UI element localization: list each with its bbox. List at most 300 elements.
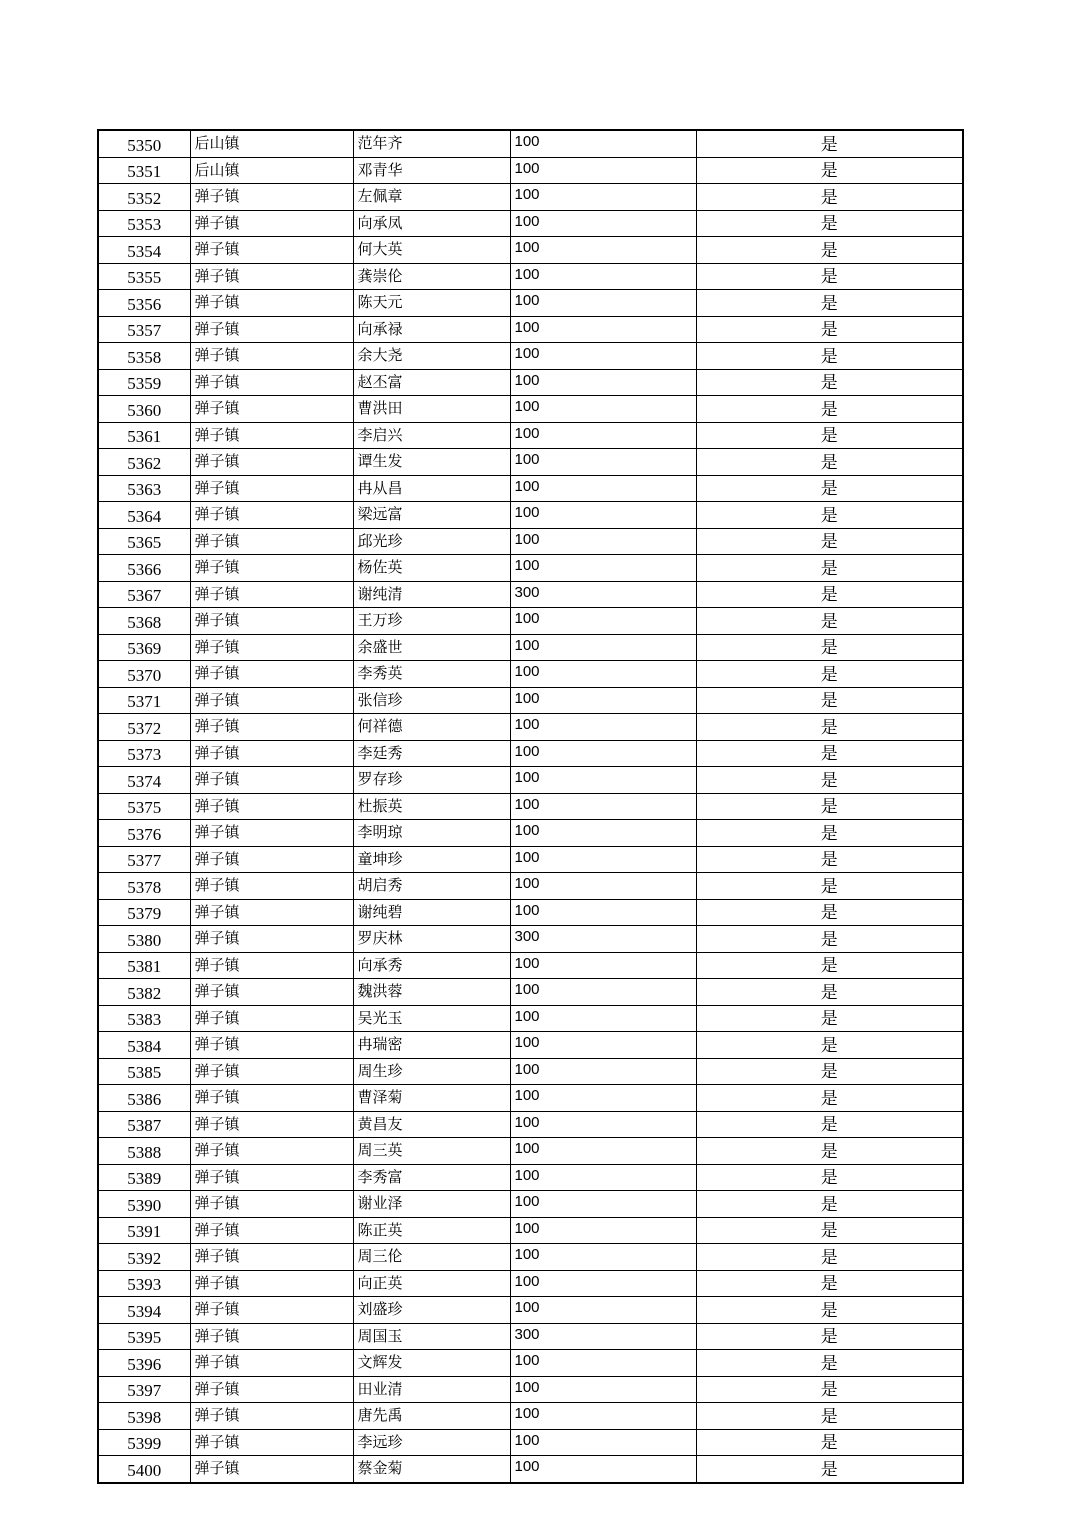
town-cell: 弹子镇 — [190, 396, 353, 423]
name-cell: 胡启秀 — [353, 873, 510, 900]
status-cell: 是 — [696, 1085, 963, 1112]
town-cell: 弹子镇 — [190, 1350, 353, 1377]
status-cell: 是 — [696, 873, 963, 900]
table-row — [98, 502, 963, 529]
town-cell: 弹子镇 — [190, 475, 353, 502]
status-cell: 是 — [696, 369, 963, 396]
row-number-cell: 5365 — [98, 528, 190, 555]
table-row — [98, 130, 963, 157]
town-cell: 弹子镇 — [190, 714, 353, 741]
town-cell: 弹子镇 — [190, 1191, 353, 1218]
status-cell: 是 — [696, 581, 963, 608]
row-number-cell: 5360 — [98, 396, 190, 423]
town-cell: 弹子镇 — [190, 184, 353, 211]
status-cell: 是 — [696, 1058, 963, 1085]
table-row — [98, 1270, 963, 1297]
row-number-cell: 5353 — [98, 210, 190, 237]
town-cell: 弹子镇 — [190, 1270, 353, 1297]
status-cell: 是 — [696, 184, 963, 211]
town-cell: 弹子镇 — [190, 1138, 353, 1165]
amount-cell: 100 — [510, 1217, 696, 1244]
table-row — [98, 793, 963, 820]
row-number-cell: 5393 — [98, 1270, 190, 1297]
name-cell: 唐先禹 — [353, 1403, 510, 1430]
town-cell: 弹子镇 — [190, 210, 353, 237]
amount-cell: 100 — [510, 210, 696, 237]
row-number-cell: 5397 — [98, 1376, 190, 1403]
table-row — [98, 1191, 963, 1218]
name-cell: 曹泽菊 — [353, 1085, 510, 1112]
row-number-cell: 5355 — [98, 263, 190, 290]
amount-cell: 100 — [510, 1456, 696, 1483]
row-number-cell: 5395 — [98, 1323, 190, 1350]
status-cell: 是 — [696, 157, 963, 184]
row-number-cell: 5377 — [98, 846, 190, 873]
amount-cell: 100 — [510, 449, 696, 476]
row-number-cell: 5366 — [98, 555, 190, 582]
table-row — [98, 263, 963, 290]
amount-cell: 100 — [510, 1191, 696, 1218]
name-cell: 刘盛珍 — [353, 1297, 510, 1324]
amount-cell: 100 — [510, 1005, 696, 1032]
table-row — [98, 846, 963, 873]
town-cell: 弹子镇 — [190, 1429, 353, 1456]
table-row — [98, 1297, 963, 1324]
name-cell: 田业清 — [353, 1376, 510, 1403]
amount-cell: 100 — [510, 952, 696, 979]
status-cell: 是 — [696, 687, 963, 714]
amount-cell: 100 — [510, 979, 696, 1006]
amount-cell: 300 — [510, 1323, 696, 1350]
row-number-cell: 5391 — [98, 1217, 190, 1244]
amount-cell: 100 — [510, 184, 696, 211]
row-number-cell: 5378 — [98, 873, 190, 900]
amount-cell: 100 — [510, 608, 696, 635]
amount-cell: 100 — [510, 316, 696, 343]
name-cell: 罗存珍 — [353, 767, 510, 794]
table-row — [98, 1350, 963, 1377]
amount-cell: 100 — [510, 343, 696, 370]
table-row — [98, 290, 963, 317]
row-number-cell: 5350 — [98, 130, 190, 157]
row-number-cell: 5357 — [98, 316, 190, 343]
table-row — [98, 1032, 963, 1059]
status-cell: 是 — [696, 422, 963, 449]
table-row — [98, 740, 963, 767]
town-cell: 弹子镇 — [190, 1005, 353, 1032]
table-row — [98, 237, 963, 264]
status-cell: 是 — [696, 502, 963, 529]
name-cell: 李廷秀 — [353, 740, 510, 767]
town-cell: 弹子镇 — [190, 316, 353, 343]
town-cell: 后山镇 — [190, 130, 353, 157]
name-cell: 向承禄 — [353, 316, 510, 343]
table-row — [98, 899, 963, 926]
table-row — [98, 926, 963, 953]
row-number-cell: 5398 — [98, 1403, 190, 1430]
table-row — [98, 634, 963, 661]
status-cell: 是 — [696, 1270, 963, 1297]
town-cell: 弹子镇 — [190, 979, 353, 1006]
town-cell: 弹子镇 — [190, 422, 353, 449]
town-cell: 弹子镇 — [190, 1456, 353, 1483]
town-cell: 弹子镇 — [190, 555, 353, 582]
table-row — [98, 1138, 963, 1165]
status-cell: 是 — [696, 290, 963, 317]
row-number-cell: 5383 — [98, 1005, 190, 1032]
amount-cell: 100 — [510, 130, 696, 157]
town-cell: 弹子镇 — [190, 369, 353, 396]
table-row — [98, 661, 963, 688]
status-cell: 是 — [696, 1297, 963, 1324]
amount-cell: 100 — [510, 661, 696, 688]
amount-cell: 100 — [510, 740, 696, 767]
row-number-cell: 5379 — [98, 899, 190, 926]
row-number-cell: 5385 — [98, 1058, 190, 1085]
status-cell: 是 — [696, 661, 963, 688]
row-number-cell: 5367 — [98, 581, 190, 608]
amount-cell: 300 — [510, 926, 696, 953]
row-number-cell: 5382 — [98, 979, 190, 1006]
row-number-cell: 5362 — [98, 449, 190, 476]
table-row — [98, 422, 963, 449]
name-cell: 蔡金菊 — [353, 1456, 510, 1483]
amount-cell: 100 — [510, 1429, 696, 1456]
table-row — [98, 528, 963, 555]
status-cell: 是 — [696, 740, 963, 767]
town-cell: 弹子镇 — [190, 263, 353, 290]
name-cell: 周三伦 — [353, 1244, 510, 1271]
town-cell: 弹子镇 — [190, 449, 353, 476]
table-row — [98, 1323, 963, 1350]
name-cell: 何大英 — [353, 237, 510, 264]
table-row — [98, 687, 963, 714]
row-number-cell: 5371 — [98, 687, 190, 714]
town-cell: 弹子镇 — [190, 237, 353, 264]
row-number-cell: 5390 — [98, 1191, 190, 1218]
name-cell: 吴光玉 — [353, 1005, 510, 1032]
row-number-cell: 5351 — [98, 157, 190, 184]
status-cell: 是 — [696, 555, 963, 582]
row-number-cell: 5358 — [98, 343, 190, 370]
row-number-cell: 5396 — [98, 1350, 190, 1377]
status-cell: 是 — [696, 210, 963, 237]
name-cell: 文辉发 — [353, 1350, 510, 1377]
table-row — [98, 952, 963, 979]
name-cell: 何祥德 — [353, 714, 510, 741]
amount-cell: 100 — [510, 157, 696, 184]
row-number-cell: 5356 — [98, 290, 190, 317]
name-cell: 罗庆林 — [353, 926, 510, 953]
status-cell: 是 — [696, 475, 963, 502]
status-cell: 是 — [696, 1429, 963, 1456]
table-row — [98, 767, 963, 794]
town-cell: 弹子镇 — [190, 820, 353, 847]
status-cell: 是 — [696, 1111, 963, 1138]
table-row — [98, 184, 963, 211]
table-row — [98, 343, 963, 370]
status-cell: 是 — [696, 608, 963, 635]
status-cell: 是 — [696, 899, 963, 926]
name-cell: 邱光珍 — [353, 528, 510, 555]
status-cell: 是 — [696, 979, 963, 1006]
name-cell: 李远珍 — [353, 1429, 510, 1456]
name-cell: 赵丕富 — [353, 369, 510, 396]
amount-cell: 100 — [510, 502, 696, 529]
name-cell: 李明琼 — [353, 820, 510, 847]
name-cell: 邓青华 — [353, 157, 510, 184]
status-cell: 是 — [696, 263, 963, 290]
table-row — [98, 979, 963, 1006]
amount-cell: 100 — [510, 1085, 696, 1112]
status-cell: 是 — [696, 820, 963, 847]
name-cell: 周国玉 — [353, 1323, 510, 1350]
status-cell: 是 — [696, 1005, 963, 1032]
table-row — [98, 1403, 963, 1430]
status-cell: 是 — [696, 1191, 963, 1218]
row-number-cell: 5363 — [98, 475, 190, 502]
amount-cell: 100 — [510, 1270, 696, 1297]
status-cell: 是 — [696, 1217, 963, 1244]
town-cell: 弹子镇 — [190, 1297, 353, 1324]
status-cell: 是 — [696, 396, 963, 423]
amount-cell: 100 — [510, 237, 696, 264]
town-cell: 弹子镇 — [190, 661, 353, 688]
amount-cell: 100 — [510, 793, 696, 820]
row-number-cell: 5400 — [98, 1456, 190, 1483]
status-cell: 是 — [696, 767, 963, 794]
row-number-cell: 5372 — [98, 714, 190, 741]
row-number-cell: 5352 — [98, 184, 190, 211]
town-cell: 弹子镇 — [190, 1058, 353, 1085]
table-row — [98, 555, 963, 582]
row-number-cell: 5369 — [98, 634, 190, 661]
town-cell: 弹子镇 — [190, 581, 353, 608]
name-cell: 杜振英 — [353, 793, 510, 820]
town-cell: 弹子镇 — [190, 899, 353, 926]
amount-cell: 100 — [510, 1297, 696, 1324]
name-cell: 向承秀 — [353, 952, 510, 979]
name-cell: 余盛世 — [353, 634, 510, 661]
table-row — [98, 396, 963, 423]
amount-cell: 100 — [510, 555, 696, 582]
town-cell: 弹子镇 — [190, 873, 353, 900]
town-cell: 后山镇 — [190, 157, 353, 184]
town-cell: 弹子镇 — [190, 502, 353, 529]
status-cell: 是 — [696, 1403, 963, 1430]
town-cell: 弹子镇 — [190, 608, 353, 635]
status-cell: 是 — [696, 1376, 963, 1403]
status-cell: 是 — [696, 130, 963, 157]
row-number-cell: 5374 — [98, 767, 190, 794]
table-row — [98, 1244, 963, 1271]
town-cell: 弹子镇 — [190, 1403, 353, 1430]
town-cell: 弹子镇 — [190, 767, 353, 794]
amount-cell: 100 — [510, 528, 696, 555]
status-cell: 是 — [696, 1456, 963, 1483]
town-cell: 弹子镇 — [190, 1111, 353, 1138]
row-number-cell: 5376 — [98, 820, 190, 847]
name-cell: 谢业泽 — [353, 1191, 510, 1218]
name-cell: 陈正英 — [353, 1217, 510, 1244]
amount-cell: 100 — [510, 1403, 696, 1430]
status-cell: 是 — [696, 1164, 963, 1191]
name-cell: 陈天元 — [353, 290, 510, 317]
table-row — [98, 1085, 963, 1112]
amount-cell: 100 — [510, 767, 696, 794]
name-cell: 李秀英 — [353, 661, 510, 688]
name-cell: 向正英 — [353, 1270, 510, 1297]
amount-cell: 100 — [510, 290, 696, 317]
row-number-cell: 5368 — [98, 608, 190, 635]
row-number-cell: 5394 — [98, 1297, 190, 1324]
amount-cell: 100 — [510, 1138, 696, 1165]
table-row — [98, 873, 963, 900]
town-cell: 弹子镇 — [190, 846, 353, 873]
status-cell: 是 — [696, 846, 963, 873]
name-cell: 李启兴 — [353, 422, 510, 449]
amount-cell: 100 — [510, 422, 696, 449]
name-cell: 范年齐 — [353, 130, 510, 157]
name-cell: 向承凤 — [353, 210, 510, 237]
status-cell: 是 — [696, 528, 963, 555]
amount-cell: 100 — [510, 1111, 696, 1138]
amount-cell: 300 — [510, 581, 696, 608]
name-cell: 谢纯碧 — [353, 899, 510, 926]
row-number-cell: 5392 — [98, 1244, 190, 1271]
name-cell: 张信珍 — [353, 687, 510, 714]
status-cell: 是 — [696, 316, 963, 343]
table-row — [98, 1217, 963, 1244]
table-row — [98, 449, 963, 476]
row-number-cell: 5359 — [98, 369, 190, 396]
table-row — [98, 1456, 963, 1483]
row-number-cell: 5388 — [98, 1138, 190, 1165]
town-cell: 弹子镇 — [190, 1323, 353, 1350]
row-number-cell: 5361 — [98, 422, 190, 449]
status-cell: 是 — [696, 1244, 963, 1271]
name-cell: 冉瑞密 — [353, 1032, 510, 1059]
table-row — [98, 1164, 963, 1191]
amount-cell: 100 — [510, 634, 696, 661]
table-row — [98, 1005, 963, 1032]
name-cell: 李秀富 — [353, 1164, 510, 1191]
status-cell: 是 — [696, 343, 963, 370]
town-cell: 弹子镇 — [190, 634, 353, 661]
row-number-cell: 5364 — [98, 502, 190, 529]
amount-cell: 100 — [510, 1164, 696, 1191]
table-row — [98, 475, 963, 502]
status-cell: 是 — [696, 449, 963, 476]
table-body — [98, 130, 963, 1483]
name-cell: 周生珍 — [353, 1058, 510, 1085]
amount-cell: 100 — [510, 687, 696, 714]
name-cell: 余大尧 — [353, 343, 510, 370]
table-row — [98, 1111, 963, 1138]
row-number-cell: 5370 — [98, 661, 190, 688]
town-cell: 弹子镇 — [190, 1376, 353, 1403]
amount-cell: 100 — [510, 820, 696, 847]
row-number-cell: 5399 — [98, 1429, 190, 1456]
amount-cell: 100 — [510, 846, 696, 873]
name-cell: 王万珍 — [353, 608, 510, 635]
amount-cell: 100 — [510, 263, 696, 290]
town-cell: 弹子镇 — [190, 1217, 353, 1244]
table-row — [98, 820, 963, 847]
name-cell: 童坤珍 — [353, 846, 510, 873]
name-cell: 谢纯清 — [353, 581, 510, 608]
amount-cell: 100 — [510, 369, 696, 396]
town-cell: 弹子镇 — [190, 952, 353, 979]
row-number-cell: 5373 — [98, 740, 190, 767]
town-cell: 弹子镇 — [190, 687, 353, 714]
town-cell: 弹子镇 — [190, 793, 353, 820]
name-cell: 龚崇伦 — [353, 263, 510, 290]
amount-cell: 100 — [510, 873, 696, 900]
town-cell: 弹子镇 — [190, 926, 353, 953]
town-cell: 弹子镇 — [190, 1244, 353, 1271]
status-cell: 是 — [696, 1032, 963, 1059]
name-cell: 梁远富 — [353, 502, 510, 529]
amount-cell: 100 — [510, 1058, 696, 1085]
amount-cell: 100 — [510, 714, 696, 741]
town-cell: 弹子镇 — [190, 1164, 353, 1191]
status-cell: 是 — [696, 1350, 963, 1377]
town-cell: 弹子镇 — [190, 1085, 353, 1112]
status-cell: 是 — [696, 237, 963, 264]
name-cell: 曹洪田 — [353, 396, 510, 423]
name-cell: 黄昌友 — [353, 1111, 510, 1138]
name-cell: 魏洪蓉 — [353, 979, 510, 1006]
amount-cell: 100 — [510, 1244, 696, 1271]
row-number-cell: 5381 — [98, 952, 190, 979]
status-cell: 是 — [696, 952, 963, 979]
table-row — [98, 157, 963, 184]
status-cell: 是 — [696, 1323, 963, 1350]
row-number-cell: 5354 — [98, 237, 190, 264]
status-cell: 是 — [696, 714, 963, 741]
table-row — [98, 1429, 963, 1456]
town-cell: 弹子镇 — [190, 740, 353, 767]
row-number-cell: 5387 — [98, 1111, 190, 1138]
row-number-cell: 5386 — [98, 1085, 190, 1112]
name-cell: 冉从昌 — [353, 475, 510, 502]
table-row — [98, 316, 963, 343]
row-number-cell: 5380 — [98, 926, 190, 953]
row-number-cell: 5375 — [98, 793, 190, 820]
amount-cell: 100 — [510, 1376, 696, 1403]
table-row — [98, 369, 963, 396]
amount-cell: 100 — [510, 899, 696, 926]
name-cell: 杨佐英 — [353, 555, 510, 582]
name-cell: 左佩章 — [353, 184, 510, 211]
amount-cell: 100 — [510, 475, 696, 502]
status-cell: 是 — [696, 926, 963, 953]
status-cell: 是 — [696, 634, 963, 661]
status-cell: 是 — [696, 793, 963, 820]
data-table — [97, 129, 964, 1484]
table-row — [98, 581, 963, 608]
table-row — [98, 1376, 963, 1403]
town-cell: 弹子镇 — [190, 343, 353, 370]
row-number-cell: 5389 — [98, 1164, 190, 1191]
name-cell: 谭生发 — [353, 449, 510, 476]
town-cell: 弹子镇 — [190, 528, 353, 555]
table-row — [98, 210, 963, 237]
status-cell: 是 — [696, 1138, 963, 1165]
table-row — [98, 1058, 963, 1085]
amount-cell: 100 — [510, 1032, 696, 1059]
